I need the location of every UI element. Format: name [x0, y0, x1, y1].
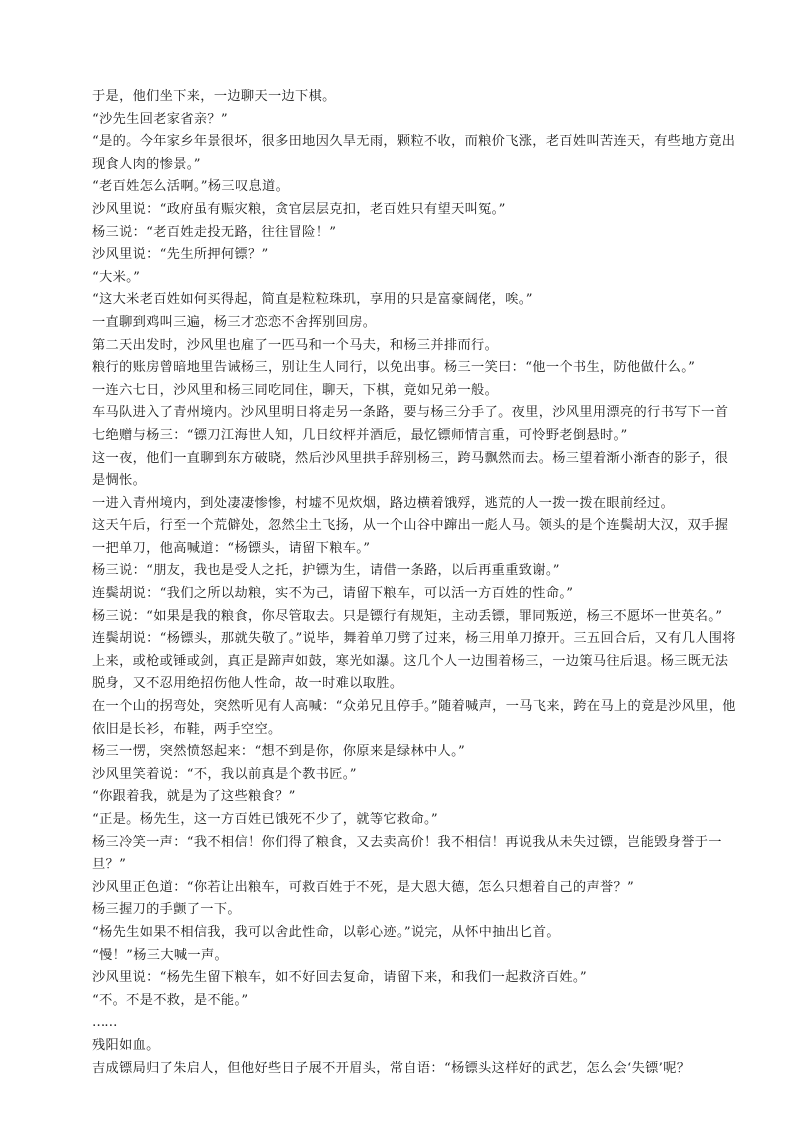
paragraph: 沙风里笑着说：“不，我以前真是个教书匠。” [92, 766, 357, 782]
paragraph: 这一夜，他们一直聊到东方破晓，然后沙风里拱手辞别杨三，跨马飘然而去。杨三望着渐小渐杳的影子，很是惆怅。 [92, 450, 729, 489]
paragraph: 杨三冷笑一声：“我不相信！你们得了粮食，又去卖高价！我不相信！再说我从未失过镖，岂能毁身誉于一旦？” [92, 834, 722, 873]
paragraph: 这天午后，行至一个荒僻处，忽然尘土飞扬，从一个山谷中蹿出一彪人马。领头的是个连鬓胡大汉，双手握一把单刀，他高喊道：“杨镖头，请留下粮车。” [92, 518, 729, 556]
paragraph: 车马队进入了青州境内。沙风里明日将走另一条路，要与杨三分手了。夜里，沙风里用漂亮的行书写下一首七绝赠与杨三：“镖刀江海世人知，几日纹枰并酒卮，最忆镖师情言重，可怜野老倒悬时。” [92, 405, 729, 443]
paragraph: 沙风里说：“杨先生留下粮车，如不好回去复命，请留下来，和我们一起救济百姓。” [92, 970, 587, 986]
paragraph: “慢！”杨三大喊一声。 [92, 947, 229, 963]
paragraph: 吉成镖局归了朱启人，但他好些日子展不开眉头，常自语：“杨镖头这样好的武艺，怎么会‘失镖’呢？ [92, 1060, 691, 1076]
paragraph: 残阳如血。 [92, 1037, 160, 1053]
paragraph: 连鬓胡说：“杨镖头，那就失敬了。”说毕，舞着单刀劈了过来，杨三用单刀撩开。三五回合后，又有几人围将上来，或枪或锤或剑，真正是蹄声如鼓，寒光如瀑。这几个人一边围着杨三，一边策马往后退。杨三既无法脱身，又不忍用绝招伤他人性命，故一时难以取胜。 [92, 631, 736, 692]
paragraph: 杨三说：“老百姓走投无路，往往冒险！” [92, 224, 337, 240]
paragraph: “大米。” [92, 269, 141, 285]
paragraph: 于是，他们坐下来，一边聊天一边下棋。 [92, 89, 336, 104]
paragraph: 杨三一愣，突然愤怒起来：“想不到是你，你原来是绿林中人。” [92, 744, 466, 760]
paragraph: 一直聊到鸡叫三遍，杨三才恋恋不舍挥别回房。 [92, 314, 377, 330]
paragraph: 粮行的账房曾暗地里告诫杨三，别让生人同行，以免出事。杨三一笑曰：“他一个书生，防他做什么。” [92, 360, 696, 376]
ellipsis-line: …… [92, 1015, 117, 1031]
paragraph: 杨三握刀的手颤了一下。 [92, 902, 241, 918]
story-text [92, 86, 740, 1080]
paragraph: “是的。今年家乡年景很坏，很多田地因久旱无雨，颗粒不收，而粮价飞涨，老百姓叫苦连天，有些地方竟出现食人肉的惨景。” [92, 134, 736, 172]
paragraph: 在一个山的拐弯处，突然听见有人高喊：“众弟兄且停手。”随着喊声，一马飞来，跨在马上的竟是沙风里，他依旧是长衫，布鞋，两手空空。 [92, 699, 736, 737]
paragraph: “杨先生如果不相信我，我可以舍此性命，以彰心迹。”说完，从怀中抽出匕首。 [92, 924, 560, 940]
paragraph: 杨三说：“如果是我的粮食，你尽管取去。只是镖行有规矩，主动丢镖，罪同叛逆，杨三不愿坏一世英名。” [92, 608, 723, 624]
paragraph: “这大米老百姓如何买得起，简直是粒粒珠玑，享用的只是富豪阔佬，唉。” [92, 292, 533, 308]
paragraph: “不。不是不救，是不能。” [92, 992, 249, 1008]
paragraph: 沙风里说：“政府虽有赈灾粮，贪官层层克扣，老百姓只有望天叫冤。” [92, 201, 506, 217]
paragraph: 第二天出发时，沙风里也雇了一匹马和一个马夫，和杨三并排而行。 [92, 337, 499, 353]
paragraph: 沙风里说：“先生所押何镖？” [92, 247, 269, 263]
paragraph: “老百姓怎么活啊。”杨三叹息道。 [92, 179, 290, 195]
paragraph: 连鬓胡说：“我们之所以劫粮，实不为己，请留下粮车，可以活一方百姓的性命。” [92, 586, 574, 602]
paragraph: “沙先生回老家省亲？” [92, 111, 229, 127]
paragraph: 杨三说：“朋友，我也是受人之托，护镖为生，请借一条路，以后再重重致谢。” [92, 563, 560, 579]
paragraph: 一连六七日，沙风里和杨三同吃同住，聊天，下棋，竟如兄弟一般。 [92, 382, 499, 398]
paragraph: “你跟着我，就是为了这些粮食？” [92, 789, 296, 805]
paragraph: “正是。杨先生，这一方百姓已饿死不少了，就等它救命。” [92, 812, 439, 827]
paragraph: 一进入青州境内，到处凄凄惨惨，村墟不见炊烟，路边横着饿殍，逃荒的人一拨一拨在眼前经过。 [92, 495, 675, 511]
paragraph: 沙风里正色道：“你若让出粮车，可救百姓于不死，是大恩大德，怎么只想着自己的声誉？” [92, 879, 635, 895]
